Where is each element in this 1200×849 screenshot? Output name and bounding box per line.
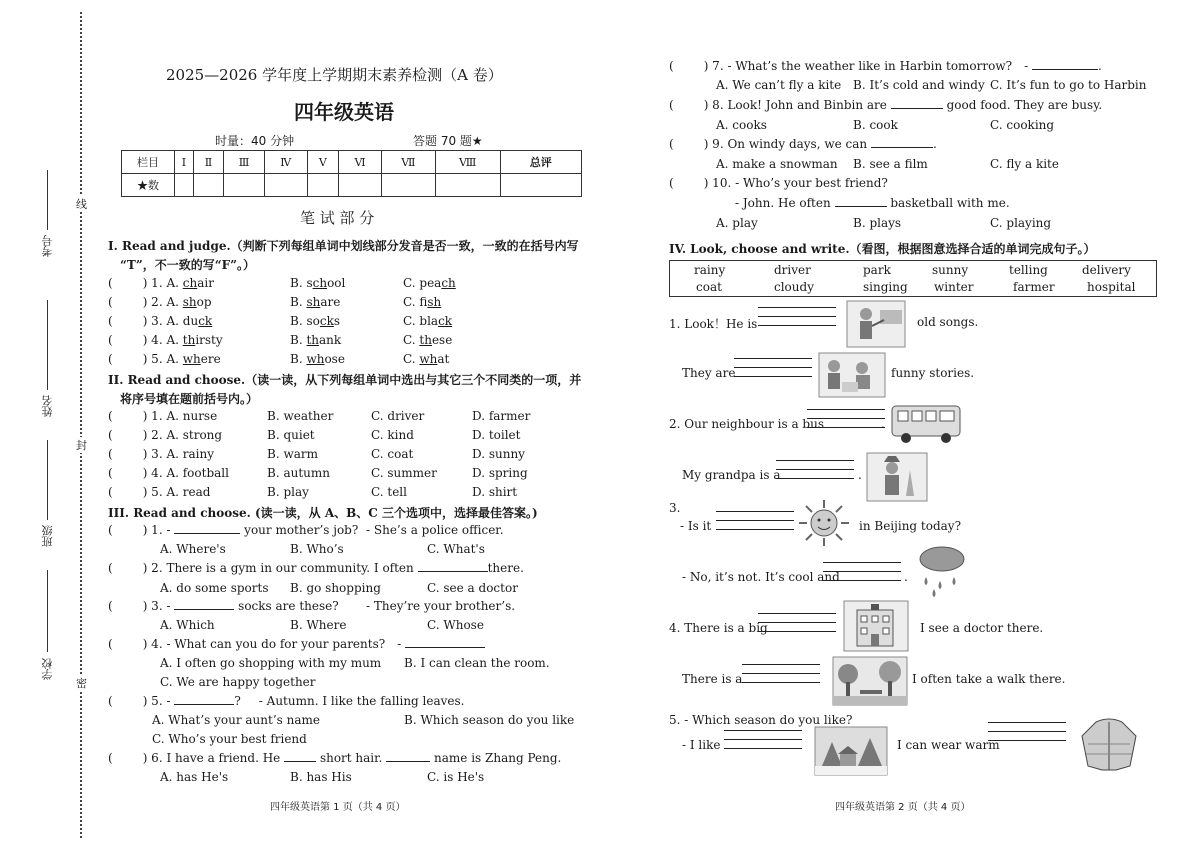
write-1a-prefix: 1. Look！He is <box>669 317 758 331</box>
score-header: Ⅴ <box>307 151 339 174</box>
write-2a-prefix: 2. Our neighbour is a bus <box>669 417 824 431</box>
list-item: ( ) 2. A. strong <box>108 428 223 442</box>
option-b: B. It’s cold and windy <box>853 78 985 92</box>
score-cell <box>307 174 339 197</box>
list-item: ( ) 5. A. read <box>108 485 211 499</box>
answer-lines[interactable] <box>758 307 836 334</box>
write-1a-suffix: old songs. <box>917 315 979 329</box>
punctuation: . <box>881 417 885 431</box>
storytelling-illustration <box>818 352 886 401</box>
option-d: D. toilet <box>472 428 521 442</box>
binding-line <box>47 170 48 230</box>
score-table <box>121 150 582 197</box>
page-footer: 四年级英语第 1 页（共 4 页） <box>270 802 406 813</box>
answer-lines[interactable] <box>716 511 794 538</box>
option-a: A. Where's <box>160 542 226 556</box>
option-b: B. see a film <box>853 157 928 171</box>
binding-label-school: 学校 <box>41 658 54 680</box>
write-4a-suffix: I see a doctor there. <box>920 621 1044 635</box>
write-2b-prefix: My grandpa is a <box>682 468 781 482</box>
coat-illustration <box>1078 714 1140 777</box>
option-d: D. spring <box>472 466 528 480</box>
option-d: D. farmer <box>472 409 531 423</box>
word: winter <box>934 280 974 294</box>
option-b: B. share <box>290 295 341 309</box>
question-6: ( ) 6. I have a friend. He short hair. name is Zhang Peng. <box>108 751 562 765</box>
question-9: ( ) 9. On windy days, we can . <box>669 137 937 151</box>
option-c: C. these <box>403 333 453 347</box>
farmer-illustration <box>866 452 928 505</box>
written-part-heading: 笔 试 部 分 <box>300 209 375 227</box>
option-b: B. play <box>267 485 309 499</box>
question-2: ( ) 2. There is a gym in our community. I often there. <box>108 561 524 575</box>
question-3: ( ) 3. - socks are these? <box>108 599 339 613</box>
score-header: Ⅱ <box>193 151 223 174</box>
word: coat <box>696 280 722 294</box>
option-a: A. Which <box>160 618 215 632</box>
option-c: C. It’s fun to go to Harbin <box>990 78 1147 92</box>
write-3a-prefix: - Is it <box>680 519 712 533</box>
score-cell <box>193 174 223 197</box>
question-5: ( ) 5. - ? - Autumn. I like the falling leaves. <box>108 694 465 708</box>
option-a: A. I often go shopping with my mum <box>160 656 382 670</box>
option-d: D. sunny <box>472 447 525 461</box>
write-5-middle: I can wear warm <box>897 738 1000 752</box>
option-c: C. kind <box>371 428 414 442</box>
word: singing <box>863 280 908 294</box>
section-3-title: III. Read and choose. (读一读，从 A、B、C 三个选项中，选择最佳答案。) <box>108 506 538 520</box>
sun-icon <box>797 498 851 551</box>
option-c: C. black <box>403 314 453 328</box>
bus-illustration <box>888 400 964 449</box>
score-header: 栏目 <box>122 151 175 174</box>
section-4-title: IV. Look, choose and write.（看图，根据图意选择合适的单词完成句子。） <box>669 242 1096 256</box>
section-1-title: I. Read and judge.（判断下列每组单词中划线部分发音是否一致，一致的在括号内写 <box>108 239 579 253</box>
list-item: ( ) 3. A. rainy <box>108 447 214 461</box>
option-b: B. autumn <box>267 466 330 480</box>
option-a: A. make a snowman <box>716 157 838 171</box>
word: hospital <box>1087 280 1136 294</box>
binding-dotted-line <box>80 12 82 838</box>
option-c: C. summer <box>371 466 437 480</box>
option-c: C. We are happy together <box>160 675 316 689</box>
option-c: C. playing <box>990 216 1052 230</box>
park-illustration <box>832 656 908 709</box>
answer-lines[interactable] <box>742 664 820 691</box>
exam-title: 2025—2026 学年度上学期期末素养检测（A 卷） <box>166 66 503 84</box>
seal-mark: 封 <box>76 439 87 452</box>
answer-lines[interactable] <box>734 358 812 385</box>
binding-label-name: 姓名 <box>41 395 54 417</box>
option-b: B. thank <box>290 333 342 347</box>
word: park <box>863 263 891 277</box>
binding-label-exam-no: 考号 <box>41 235 54 257</box>
option-c: C. is He's <box>427 770 485 784</box>
word: rainy <box>694 263 726 277</box>
score-header: Ⅰ <box>175 151 194 174</box>
time-limit: 时量：40 分钟 <box>215 134 295 148</box>
score-cell <box>265 174 307 197</box>
option-b: B. Which season do you like <box>404 713 575 727</box>
list-item: ( ) 2. A. shop <box>108 295 212 309</box>
answer-lines[interactable] <box>807 409 885 436</box>
write-4a-prefix: 4. There is a big <box>669 621 768 635</box>
option-c: C. peach <box>403 276 456 290</box>
binding-line <box>47 440 48 520</box>
answer-lines[interactable] <box>758 613 836 640</box>
score-header: 总评 <box>500 151 581 174</box>
word-bank <box>669 260 1157 297</box>
option-b: B. go shopping <box>290 581 381 595</box>
subject-title: 四年级英语 <box>294 100 394 124</box>
option-b: B. socks <box>290 314 341 328</box>
list-item: ( ) 5. A. where <box>108 352 221 366</box>
option-b: B. cook <box>853 118 898 132</box>
option-b: B. quiet <box>267 428 315 442</box>
binding-label-class: 班级 <box>41 525 54 547</box>
option-b: B. plays <box>853 216 902 230</box>
question-1-response: - She’s a police officer. <box>366 523 504 537</box>
question-8: ( ) 8. Look! John and Binbin are good food. They are busy. <box>669 98 1103 112</box>
option-c: C. cooking <box>990 118 1055 132</box>
list-item: ( ) 1. A. chair <box>108 276 214 290</box>
score-header: Ⅵ <box>339 151 382 174</box>
answer-lines[interactable] <box>776 460 854 487</box>
option-c: C. fish <box>403 295 442 309</box>
write-4b-prefix: There is a <box>682 672 743 686</box>
question-7: ( ) 7. - What’s the weather like in Harbin tomorrow? - . <box>669 59 1102 73</box>
score-cell <box>435 174 500 197</box>
option-c: C. what <box>403 352 450 366</box>
page-footer: 四年级英语第 2 页（共 4 页） <box>835 802 971 813</box>
hospital-illustration <box>843 600 909 655</box>
word: telling <box>1009 263 1048 277</box>
answer-lines[interactable] <box>823 562 901 589</box>
option-b: B. has His <box>290 770 352 784</box>
score-header: Ⅳ <box>265 151 307 174</box>
word: driver <box>774 263 811 277</box>
write-5-question: 5. - Which season do you like? <box>669 713 853 727</box>
punctuation: . <box>904 570 908 584</box>
option-a: A. has He's <box>160 770 229 784</box>
write-3b-prefix: - No, it’s not. It’s cool and <box>682 570 840 584</box>
answer-lines[interactable] <box>724 730 802 757</box>
section-2-title-cont: 将序号填在题前括号内。） <box>120 392 259 406</box>
option-b: B. I can clean the room. <box>404 656 550 670</box>
list-item: ( ) 4. A. football <box>108 466 229 480</box>
score-header: Ⅶ <box>381 151 435 174</box>
rain-cloud-icon <box>912 543 968 602</box>
binding-line <box>47 300 48 390</box>
winter-illustration <box>814 726 888 779</box>
singing-man-illustration <box>846 300 906 351</box>
binding-line <box>47 570 48 652</box>
option-b: B. warm <box>267 447 318 461</box>
word: farmer <box>1013 280 1055 294</box>
option-b: B. weather <box>267 409 334 423</box>
seal-mark: 密 <box>76 677 87 690</box>
list-item: ( ) 4. A. thirsty <box>108 333 223 347</box>
option-c: C. Who’s your best friend <box>152 732 307 746</box>
score-header: Ⅲ <box>223 151 264 174</box>
write-1b-suffix: funny stories. <box>891 366 975 380</box>
option-a: A. play <box>716 216 758 230</box>
write-3a-suffix: in Beijing today? <box>859 519 962 533</box>
write-1b-prefix: They are <box>682 366 736 380</box>
question-10: ( ) 10. - Who’s your best friend? <box>669 176 888 190</box>
score-cell <box>223 174 264 197</box>
option-b: B. whose <box>290 352 345 366</box>
option-b: B. Where <box>290 618 347 632</box>
option-b: B. Who’s <box>290 542 344 556</box>
question-1: ( ) 1. - your mother’s job? <box>108 523 359 537</box>
word: delivery <box>1082 263 1131 277</box>
word: cloudy <box>774 280 814 294</box>
write-3-number: 3. <box>669 501 681 515</box>
write-4b-suffix: I often take a walk there. <box>912 672 1066 686</box>
score-cell <box>500 174 581 197</box>
option-c: C. driver <box>371 409 425 423</box>
option-a: A. What’s your aunt’s name <box>152 713 320 727</box>
option-c: C. tell <box>371 485 407 499</box>
option-c: C. What's <box>427 542 485 556</box>
section-1-title-cont: “T”，不一致的写“F”。） <box>120 258 256 272</box>
option-c: C. coat <box>371 447 414 461</box>
score-cell <box>381 174 435 197</box>
word: sunny <box>932 263 969 277</box>
score-value-row <box>122 174 582 197</box>
list-item: ( ) 1. A. nurse <box>108 409 218 423</box>
question-count: 答题 70 题★ <box>413 134 483 148</box>
option-c: C. Whose <box>427 618 484 632</box>
section-2-title: II. Read and choose.（读一读，从下列每组单词中选出与其它三个不同类的一项，并 <box>108 373 582 387</box>
option-c: C. see a doctor <box>427 581 518 595</box>
score-header: Ⅷ <box>435 151 500 174</box>
question-4: ( ) 4. - What can you do for your parents? - <box>108 637 485 651</box>
score-cell <box>339 174 382 197</box>
option-a: A. We can’t fly a kite <box>716 78 842 92</box>
option-a: A. do some sports <box>160 581 269 595</box>
option-c: C. fly a kite <box>990 157 1059 171</box>
option-a: A. cooks <box>716 118 767 132</box>
answer-lines[interactable] <box>988 722 1066 749</box>
score-cell <box>175 174 194 197</box>
punctuation: . <box>858 468 862 482</box>
option-b: B. school <box>290 276 346 290</box>
option-d: D. shirt <box>472 485 518 499</box>
list-item: ( ) 3. A. duck <box>108 314 213 328</box>
score-header-row <box>122 151 582 174</box>
write-5-prefix: - I like <box>682 738 721 752</box>
score-row-label: ★数 <box>122 174 175 197</box>
question-10-line2: - John. He often basketball with me. <box>735 196 1010 210</box>
question-3-response: - They’re your brother’s. <box>366 599 516 613</box>
seal-mark: 线 <box>76 198 87 211</box>
